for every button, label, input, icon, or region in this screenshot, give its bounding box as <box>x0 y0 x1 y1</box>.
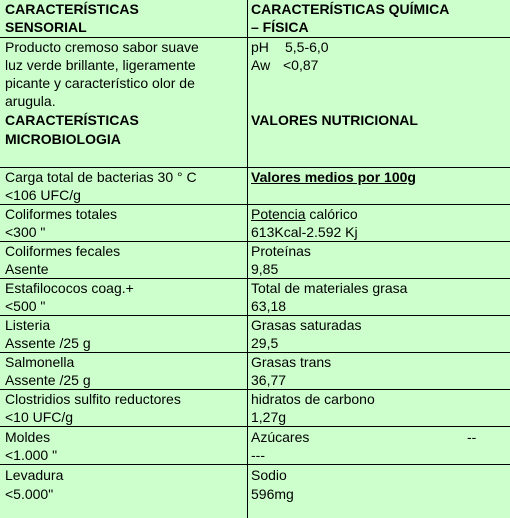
nutri-value: 36,77 <box>251 372 287 388</box>
micro-item: Carga total de bacterias 30 ° C <box>5 169 197 185</box>
micro-value: Assente /25 g <box>5 372 91 388</box>
sensorial-heading-2: SENSORIAL <box>5 19 87 35</box>
sensorial-line: arugula. <box>5 93 56 109</box>
nutri-heading: VALORES NUTRICIONAL <box>251 112 418 128</box>
micro-item: Estafilococos coag.+ <box>5 280 134 296</box>
nutri-value: 9,85 <box>251 261 279 277</box>
micro-heading-1: CARACTERÍSTICAS <box>5 112 139 128</box>
micro-value: <300 " <box>5 224 46 240</box>
ph-value: 5,5-6,0 <box>285 39 329 55</box>
nutri-item: Proteínas <box>251 243 311 259</box>
azucares-dash: -- <box>467 429 477 445</box>
micro-item: Coliformes fecales <box>5 243 121 259</box>
micro-value: <10 UFC/g <box>5 409 74 425</box>
micro-value: Assente /25 g <box>5 335 91 351</box>
sensorial-line: picante y característico olor de <box>5 75 195 91</box>
potencia-value: 613Kcal-2.592 Kj <box>251 224 358 240</box>
aw-value: <0,87 <box>283 57 319 73</box>
sensorial-line: Producto cremoso sabor suave <box>5 39 199 55</box>
micro-value: Asente <box>5 261 49 277</box>
nutri-value: 596mg <box>251 486 294 502</box>
micro-value: <500 " <box>5 298 46 314</box>
potencia-label <box>251 205 358 223</box>
nutri-item: Grasas trans <box>251 354 332 370</box>
nutri-item: Azúcares <box>251 429 310 445</box>
micro-item: Listeria <box>5 317 51 333</box>
micro-value: <1.000 " <box>5 447 58 463</box>
valores-medios: Valores medios por 100g <box>251 169 416 185</box>
micro-item: Levadura <box>5 467 64 483</box>
micro-item: Coliformes totales <box>5 206 118 222</box>
potencia-word: Potencia <box>251 206 306 222</box>
ph-label: pH <box>251 39 269 55</box>
nutri-item: Total de materiales grasa <box>251 280 408 296</box>
nutri-value: 1,27g <box>251 409 287 425</box>
nutri-item: Grasas saturadas <box>251 317 362 333</box>
nutri-item: hidratos de carbono <box>251 391 375 407</box>
micro-heading-2: MICROBIOLOGIA <box>5 131 121 147</box>
potencia-rest: calórico <box>305 206 358 222</box>
micro-item: Clostridios sulfito reductores <box>5 391 181 407</box>
sensorial-line: luz verde brillante, ligeramente <box>5 57 196 73</box>
micro-item: Moldes <box>5 429 51 445</box>
aw-label: Aw <box>251 57 271 73</box>
quimica-heading-2: – FÍSICA <box>251 19 309 35</box>
divider <box>0 464 510 465</box>
sensorial-heading-1: CARACTERÍSTICAS <box>5 1 139 17</box>
column-divider <box>247 0 248 518</box>
nutri-value: 63,18 <box>251 298 287 314</box>
nutri-item: Sodio <box>251 467 287 483</box>
divider <box>0 426 510 427</box>
nutri-value: 29,5 <box>251 335 279 351</box>
micro-value: <5.000" <box>5 486 54 502</box>
micro-value: <106 UFC/g <box>5 187 81 203</box>
quimica-heading-1: CARACTERÍSTICAS QUÍMICA <box>251 1 450 17</box>
micro-item: Salmonella <box>5 354 75 370</box>
nutri-value: --- <box>251 447 265 463</box>
